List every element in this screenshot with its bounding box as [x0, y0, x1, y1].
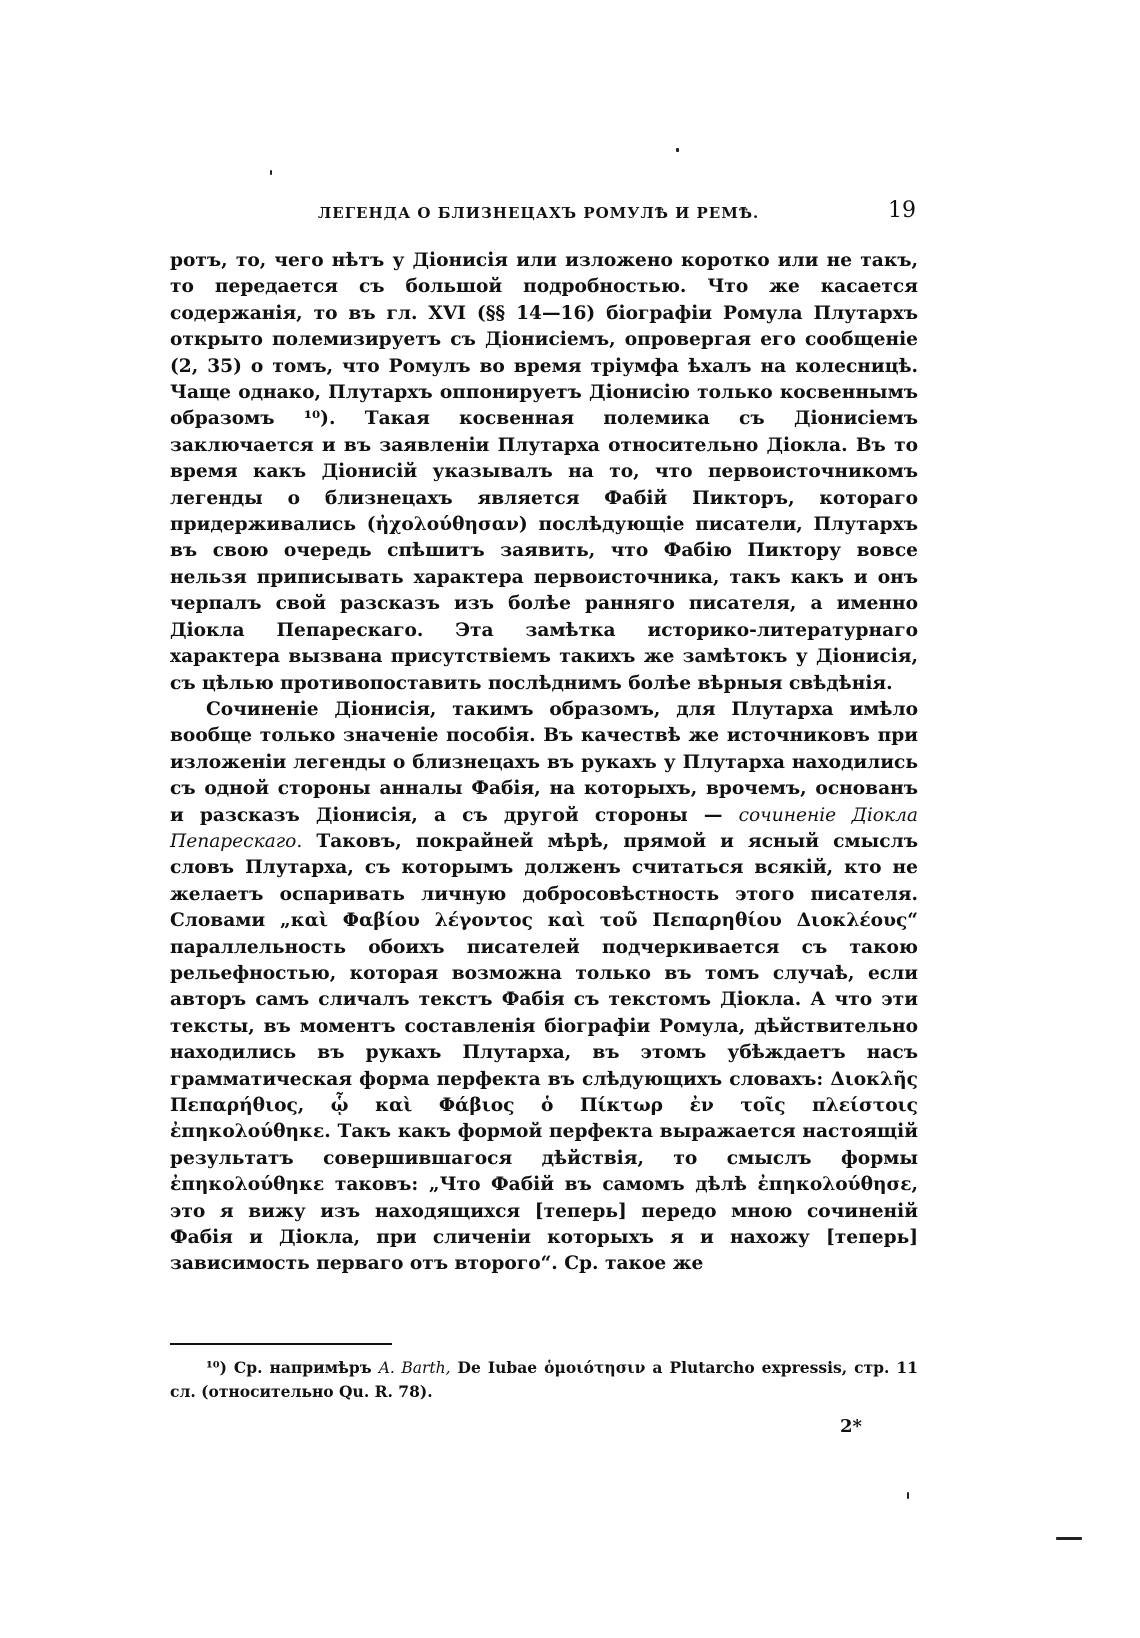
running-title: ЛЕГЕНДА О БЛИЗНЕЦАХЪ РОМУЛѢ И РЕМѢ. — [318, 204, 760, 222]
scan-speck — [907, 1492, 909, 1499]
footnote-text-a: ¹⁰) Ср. напримѣръ — [206, 1358, 379, 1377]
paragraph-2 — [170, 697, 918, 1278]
footnote-rule — [170, 1343, 392, 1345]
footnote-text-b: De Iubae ὁμοιότησιν a Plutarcho expressis, стр. 11 сл. (относительно Qu. R. 78). — [170, 1358, 918, 1401]
body-text — [170, 248, 918, 1278]
footnote — [170, 1356, 918, 1404]
paragraph-1-text: ротъ, то, чего нѣтъ у Діонисія или изложено коротко или не такъ, то передается съ большой подробностью. Что же касается содержанія, то въ гл. XVI (§§ 14—16) біографіи Ромула Плутархъ открыто полемизируетъ съ Діонисіемъ, опровергая его сообщеніе (2, 35) о томъ, что Ромулъ во время тріумфа ѣхалъ на колесницѣ. Чаще однако, Плутархъ оппонируетъ Діонисію только косвеннымъ образомъ ¹⁰). Такая косвенная полемика съ Діонисіемъ заключается и въ заявленіи Плутарха относительно Діокла. Въ то время какъ Діонисій указывалъ на то, что первоисточникомъ легенды о близнецахъ является Фабій Пикторъ, котораго придерживались (ἠχολούθησαν) послѣдующіе писатели, Плутархъ въ свою очередь спѣшитъ заявить, что Фабію Пиктору вовсе нельзя приписывать характера первоисточника, такъ какъ и онъ черпалъ свой разсказъ изъ болѣе ранняго писателя, а именно Діокла Пепарескаго. Эта замѣтка историко-литературнаго характера вызвана присутствіемъ такихъ же замѣтокъ у Діонисія, съ цѣлью противопоставить послѣднимъ болѣе вѣрныя свѣдѣнія. — [170, 250, 918, 694]
scan-speck — [676, 148, 679, 152]
footnote-author: A. Barth, — [378, 1359, 451, 1377]
page-number: 19 — [888, 198, 916, 223]
paragraph-2-text-a: Сочиненіе Діонисія, такимъ образомъ, для Плутарха имѣло вообще только значеніе пособія. Въ качествѣ же источниковъ при изложеніи легенды о близнецахъ въ рукахъ у Плутарха находились съ одной стороны анналы Фабія, на которыхъ, врочемъ, основанъ и разсказъ Діонисія, а съ другой стороны — — [170, 698, 918, 826]
page-header — [0, 198, 1140, 228]
scan-speck — [270, 170, 272, 175]
paragraph-2-italic: сочиненіе Діокла Пепарескаго. — [170, 804, 919, 852]
paragraph-2-text-b: Таковъ, покрайней мѣрѣ, прямой и ясный смыслъ словъ Плутарха, съ которымъ долженъ считаться всякій, кто не желаетъ оспаривать личную добросовѣстность этого писателя. Словами „καὶ Φαβίου λέγοντος καὶ τοῦ Πεπαρηθίου Διοκλέους“ параллельность обоихъ писателей подчеркивается съ такою рельефностью, которая возможна только въ томъ случаѣ, если авторъ самъ сличалъ текстъ Фабія съ текстомъ Діокла. А что эти тексты, въ моментъ составленія біографіи Ромула, дѣйствительно находились въ рукахъ Плутарха, въ этомъ убѣждаетъ насъ грамматическая форма перфекта въ слѣдующихъ словахъ: Διοκλῆς Πεπαρήθιος, ᾧ καὶ Φάβιος ὁ Πίκτωρ ἐν τοῖς πλείστοις ἐπηκολούθηκε. Такъ какъ формой перфекта выражается настоящій результатъ совершившагося дѣйствія, то смыслъ формы ἐπηκολούθηκε таковъ: „Что Фабій въ самомъ дѣлѣ ἐπηκολούθησε, это я вижу изъ находящихся [теперь] передо мною сочиненій Фабія и Діокла, при сличеніи которыхъ я и нахожу [теперь] зависимость перваго отъ второго“. Ср. такое же — [170, 830, 918, 1275]
signature-mark: 2* — [840, 1416, 862, 1437]
scan-speck — [1056, 1537, 1082, 1540]
paragraph-1 — [170, 248, 918, 697]
